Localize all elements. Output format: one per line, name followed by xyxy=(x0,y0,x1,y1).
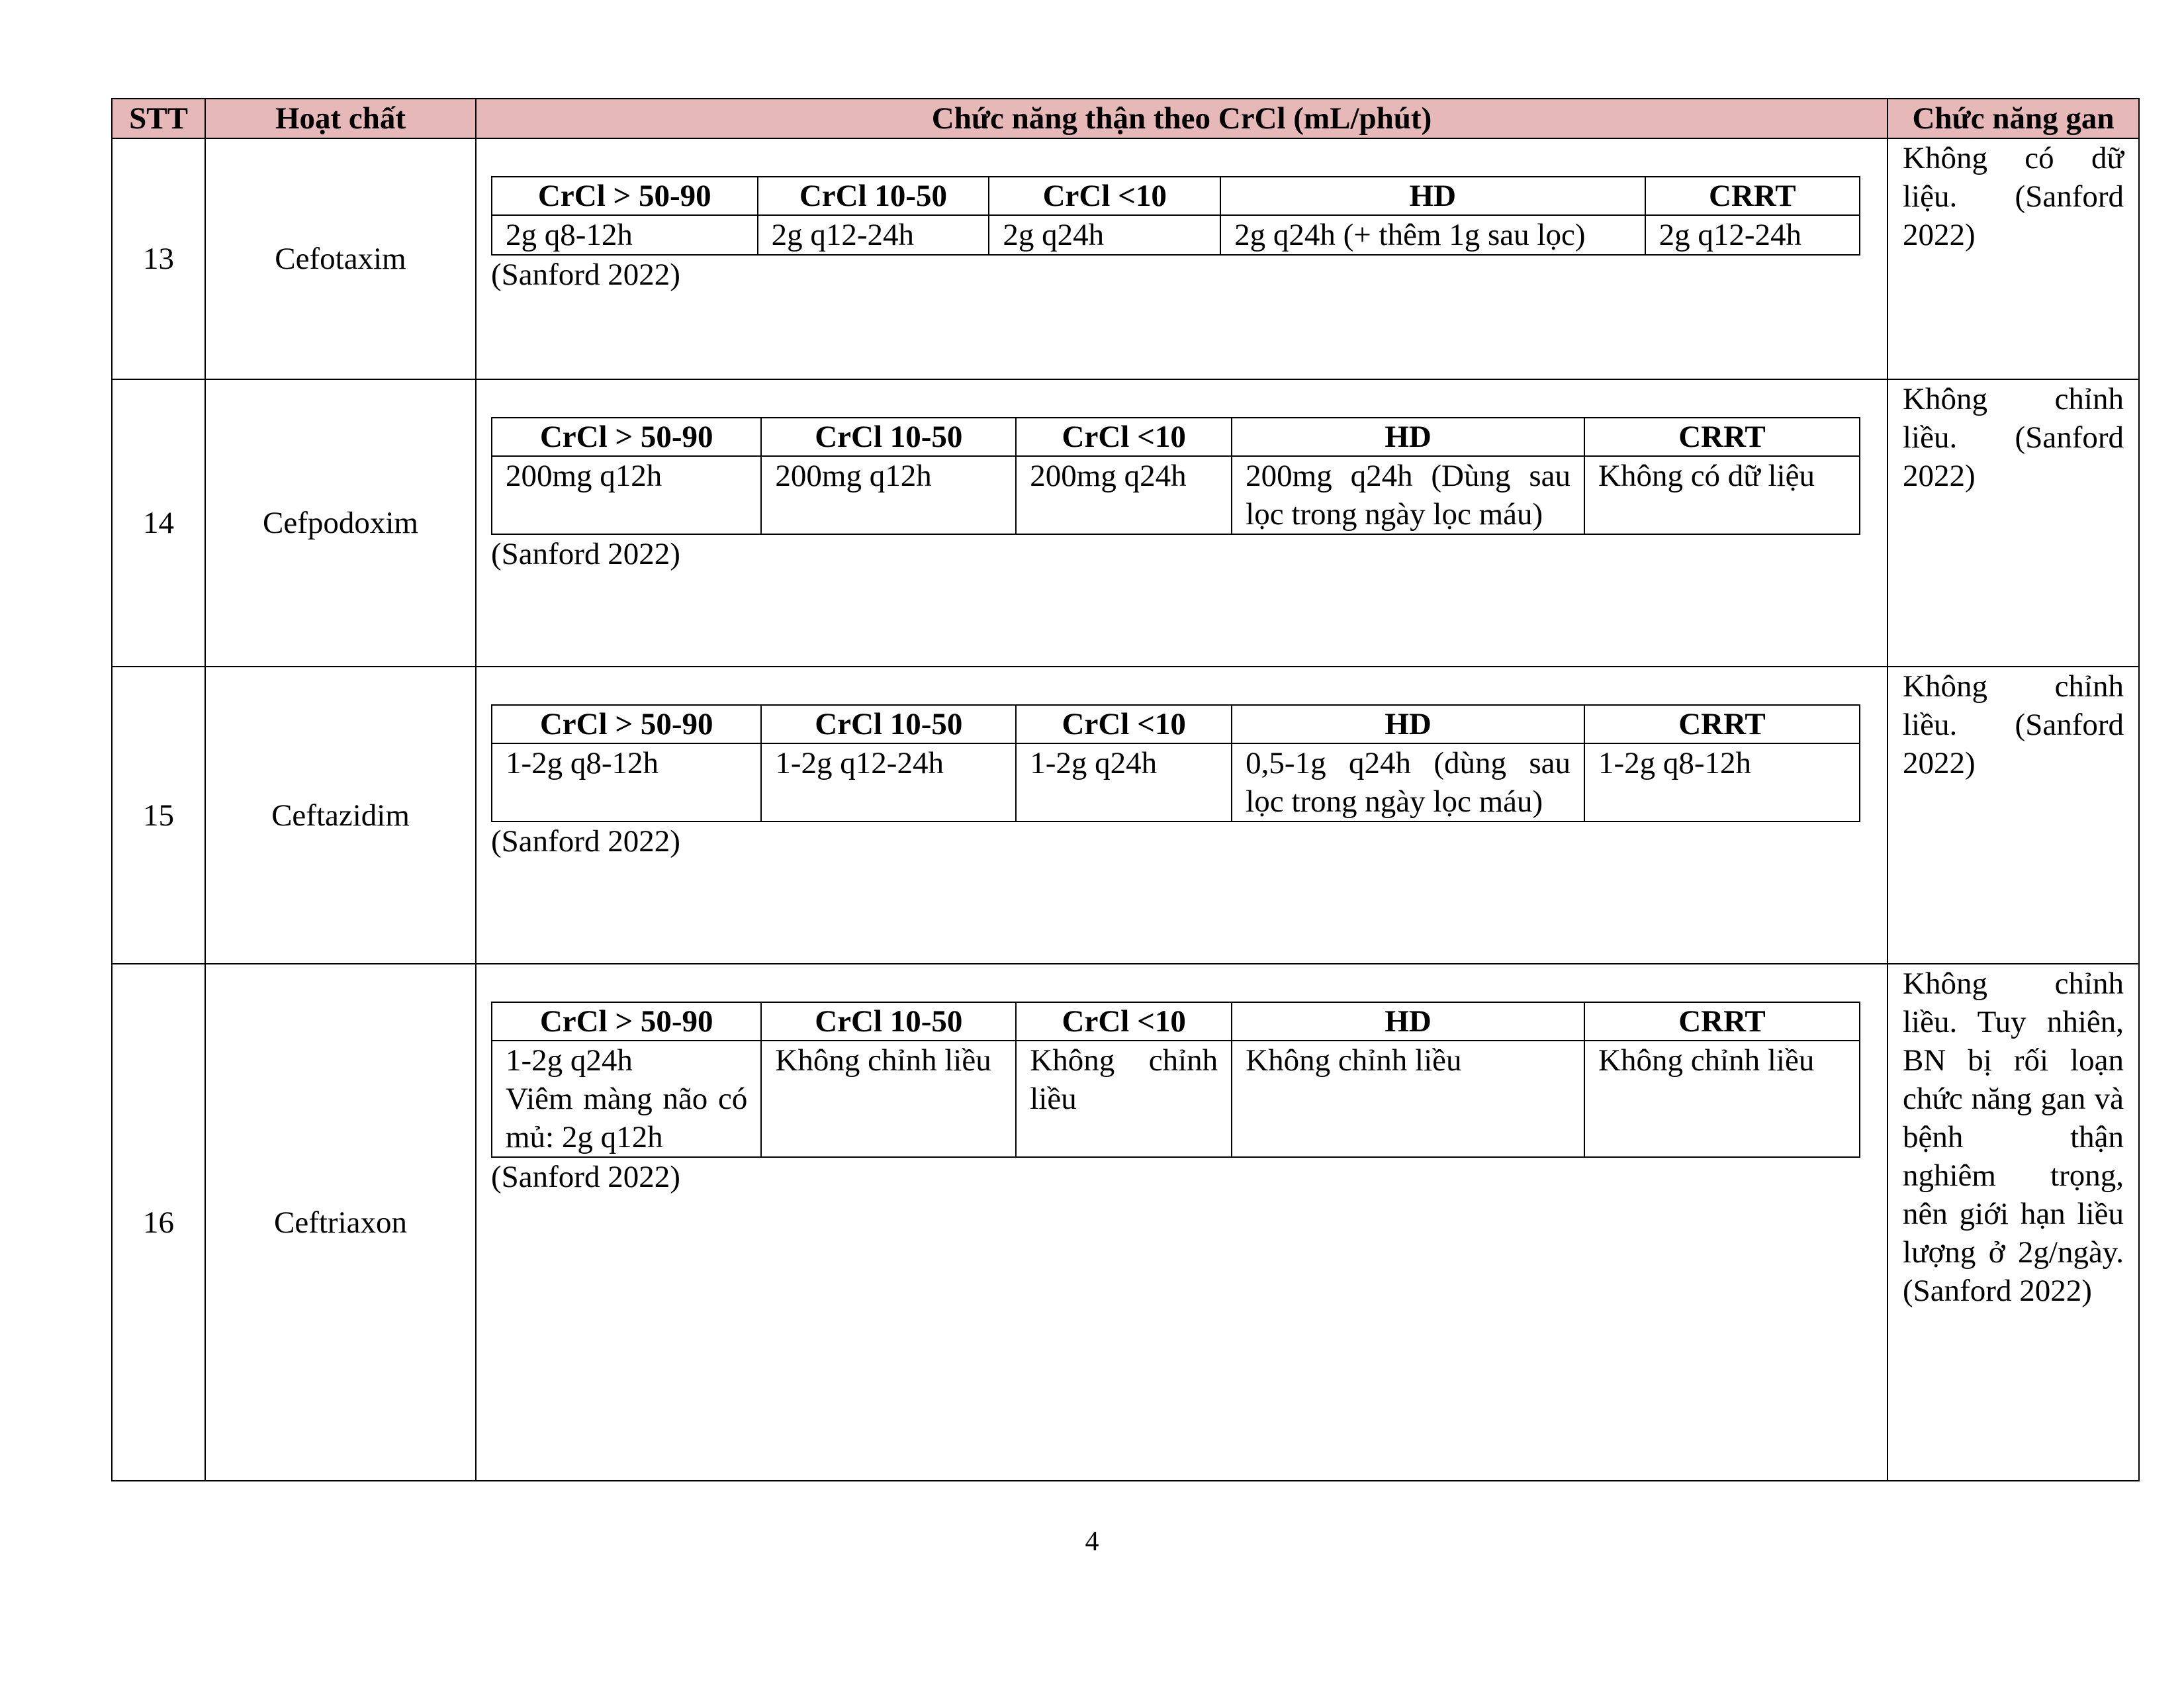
renal-dose-subtable xyxy=(491,176,1860,256)
subtable-dose-cell xyxy=(1232,743,1584,821)
subtable-header: CRRT xyxy=(1584,1002,1860,1041)
table-body xyxy=(112,138,2139,1481)
subtable-dose-cell xyxy=(1220,215,1645,255)
dose-text: 1-2g q24h xyxy=(506,1043,633,1078)
subtable-dose-cell xyxy=(1584,456,1860,534)
row-drug-name: Ceftriaxon xyxy=(205,964,476,1481)
dose-text: 1-2g q8-12h xyxy=(1598,746,1752,780)
table-header-row xyxy=(112,99,2139,138)
dose-text: 2g q24h (+ thêm 1g sau lọc) xyxy=(1234,218,1586,252)
renal-source: (Sanford 2022) xyxy=(491,258,680,292)
dose-text: 2g q12-24h xyxy=(1659,218,1801,252)
subtable-dose-cell xyxy=(492,743,761,821)
row-stt: 15 xyxy=(112,667,205,964)
renal-source: (Sanford 2022) xyxy=(491,537,680,571)
renal-source: (Sanford 2022) xyxy=(491,824,680,859)
dose-text: Không có dữ liệu xyxy=(1598,459,1815,493)
subtable-header: CRRT xyxy=(1645,177,1860,215)
dose-text: 200mg q12h xyxy=(506,459,662,493)
table-row xyxy=(112,379,2139,667)
subtable-dose-cell xyxy=(1584,743,1860,821)
subtable-header: CRRT xyxy=(1584,418,1860,456)
subtable-header: CrCl 10-50 xyxy=(761,418,1016,456)
row-liver-function: Không chỉnh liều. Tuy nhiên, BN bị rối loạn chức năng gan và bệnh thận nghiêm trọng, nên giới hạn liều lượng ở 2g/ngày. (Sanford 2022) xyxy=(1888,964,2139,1481)
subtable-header: CrCl <10 xyxy=(1016,705,1232,743)
subtable-header: HD xyxy=(1220,177,1645,215)
page-number: 4 xyxy=(1085,1526,1099,1557)
row-stt: 13 xyxy=(112,138,205,379)
subtable-dose-cell xyxy=(492,1041,761,1157)
row-liver-function: Không có dữ liệu. (Sanford 2022) xyxy=(1888,138,2139,379)
row-drug-name: Cefpodoxim xyxy=(205,379,476,667)
dose-text: Không chỉnh liều xyxy=(775,1043,991,1078)
subtable-header: CrCl <10 xyxy=(1016,418,1232,456)
dose-text: Không chỉnh liều xyxy=(1246,1043,1462,1078)
dose-text: 2g q24h xyxy=(1003,218,1105,252)
dose-text: 1-2g q12-24h xyxy=(775,746,944,780)
row-stt: 16 xyxy=(112,964,205,1481)
subtable-dose-cell xyxy=(492,456,761,534)
subtable-dose-cell xyxy=(1016,743,1232,821)
row-stt: 14 xyxy=(112,379,205,667)
row-liver-function: Không chỉnh liều. (Sanford 2022) xyxy=(1888,667,2139,964)
row-renal-dosing xyxy=(476,667,1888,964)
header-renal-function: Chức năng thận theo CrCl (mL/phút) xyxy=(476,99,1888,138)
subtable-header: CrCl > 50-90 xyxy=(492,705,761,743)
row-drug-name: Cefotaxim xyxy=(205,138,476,379)
renal-dose-subtable xyxy=(491,704,1860,822)
subtable-header: CrCl 10-50 xyxy=(758,177,989,215)
subtable-header: CrCl 10-50 xyxy=(761,1002,1016,1041)
subtable-dose-cell xyxy=(1584,1041,1860,1157)
dose-text: 0,5-1g q24h (dùng sau lọc trong ngày lọc máu) xyxy=(1246,746,1570,819)
subtable-dose-cell xyxy=(761,743,1016,821)
table-row xyxy=(112,667,2139,964)
header-liver-function: Chức năng gan xyxy=(1888,99,2139,138)
subtable-header: CrCl > 50-90 xyxy=(492,1002,761,1041)
subtable-dose-cell xyxy=(761,1041,1016,1157)
dose-text: Không chỉnh liều xyxy=(1598,1043,1815,1078)
dose-text: Không chỉnh liều xyxy=(1030,1043,1218,1116)
dose-text: 2g q12-24h xyxy=(771,218,914,252)
subtable-dose-cell xyxy=(1016,456,1232,534)
row-liver-function: Không chỉnh liều. (Sanford 2022) xyxy=(1888,379,2139,667)
renal-dose-subtable xyxy=(491,1002,1860,1158)
subtable-dose-cell xyxy=(1232,456,1584,534)
row-drug-name: Ceftazidim xyxy=(205,667,476,964)
subtable-dose-cell xyxy=(1016,1041,1232,1157)
dose-text: 200mg q24h xyxy=(1030,459,1187,493)
subtable-dose-cell xyxy=(758,215,989,255)
dose-text: 200mg q12h xyxy=(775,459,932,493)
subtable-header: HD xyxy=(1232,418,1584,456)
row-renal-dosing xyxy=(476,964,1888,1481)
subtable-dose-cell xyxy=(1232,1041,1584,1157)
dose-text: 200mg q24h (Dùng sau lọc trong ngày lọc máu) xyxy=(1246,459,1570,532)
row-renal-dosing xyxy=(476,379,1888,667)
subtable-header: CrCl > 50-90 xyxy=(492,177,758,215)
dosing-table xyxy=(111,98,2140,1481)
subtable-header: HD xyxy=(1232,1002,1584,1041)
subtable-dose-cell xyxy=(492,215,758,255)
dose-text: 1-2g q8-12h xyxy=(506,746,659,780)
subtable-header: CrCl <10 xyxy=(989,177,1220,215)
row-renal-dosing xyxy=(476,138,1888,379)
table-row xyxy=(112,138,2139,379)
dose-text: 2g q8-12h xyxy=(506,218,633,252)
subtable-header: CRRT xyxy=(1584,705,1860,743)
dose-text: 1-2g q24h xyxy=(1030,746,1158,780)
subtable-header: CrCl 10-50 xyxy=(761,705,1016,743)
dose-text: Viêm màng não có mủ: 2g q12h xyxy=(506,1082,748,1154)
header-drug: Hoạt chất xyxy=(205,99,476,138)
table-row xyxy=(112,964,2139,1481)
subtable-dose-cell xyxy=(761,456,1016,534)
subtable-header: CrCl > 50-90 xyxy=(492,418,761,456)
subtable-header: CrCl <10 xyxy=(1016,1002,1232,1041)
renal-source: (Sanford 2022) xyxy=(491,1160,680,1194)
renal-dose-subtable xyxy=(491,417,1860,535)
header-stt: STT xyxy=(112,99,205,138)
subtable-header: HD xyxy=(1232,705,1584,743)
subtable-dose-cell xyxy=(989,215,1220,255)
subtable-dose-cell xyxy=(1645,215,1860,255)
